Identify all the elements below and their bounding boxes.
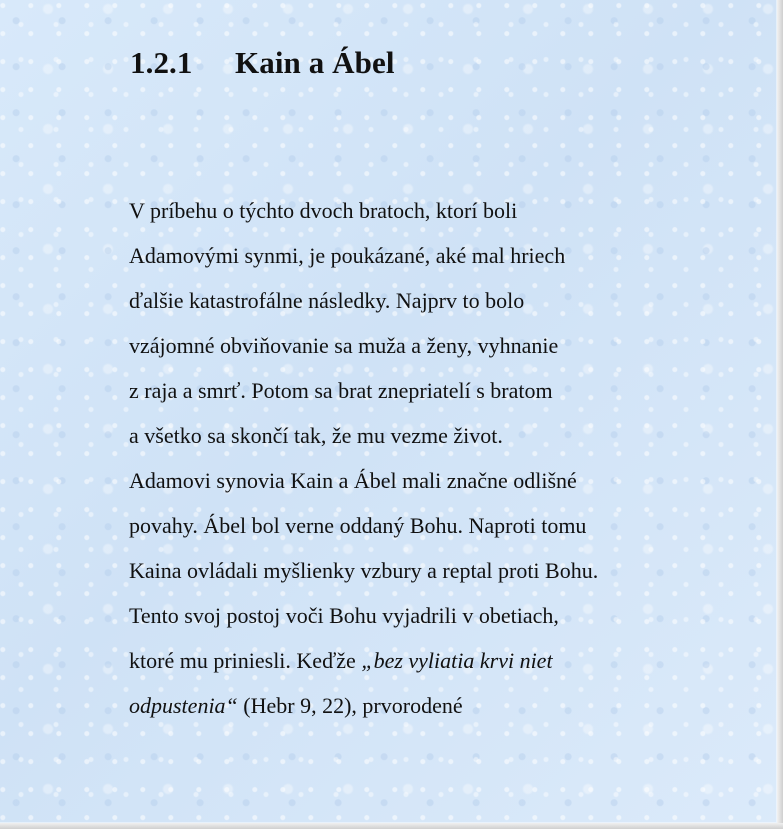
section-title: Kain a Ábel	[235, 45, 395, 80]
section-heading	[130, 45, 395, 81]
line-11-normal-text: ktoré mu priniesli. Keďže	[129, 648, 362, 673]
paragraph-line-1: V príbehu o týchto dvoch bratoch, ktorí boli	[129, 198, 518, 223]
paragraph-line-6: a všetko sa skončí tak, že mu vezme život.	[129, 423, 503, 448]
paragraph-line-12	[129, 683, 714, 728]
paragraph-line-2: Adamovými synmi, je poukázané, aké mal hriech	[129, 243, 566, 268]
scripture-reference-text: (Hebr 9, 22), prvorodené	[237, 693, 463, 718]
paragraph-line-9: Kaina ovládali myšlienky vzbury a reptal proti Bohu.	[129, 558, 599, 583]
scripture-quote-end: odpustenia“	[129, 693, 238, 718]
paragraph-line-11	[129, 638, 714, 683]
body-paragraph	[129, 188, 714, 728]
paragraph-line-7: Adamovi synovia Kain a Ábel mali značne odlišné	[129, 468, 577, 493]
paragraph-line-4: vzájomné obviňovanie sa muža a ženy, vyhnanie	[129, 333, 559, 358]
section-number: 1.2.1	[130, 45, 193, 80]
paragraph-line-8: povahy. Ábel bol verne oddaný Bohu. Naproti tomu	[129, 513, 587, 538]
scripture-quote-start: „bez vyliatia krvi niet	[361, 648, 553, 673]
paragraph-line-5: z raja a smrť. Potom sa brat znepriatelí s bratom	[129, 378, 553, 403]
page-bottom-edge	[0, 823, 783, 829]
paragraph-line-3: ďalšie katastrofálne následky. Najprv to bolo	[129, 288, 525, 313]
paragraph-line-10: Tento svoj postoj voči Bohu vyjadrili v obetiach,	[129, 603, 559, 628]
page-right-edge	[777, 0, 783, 829]
